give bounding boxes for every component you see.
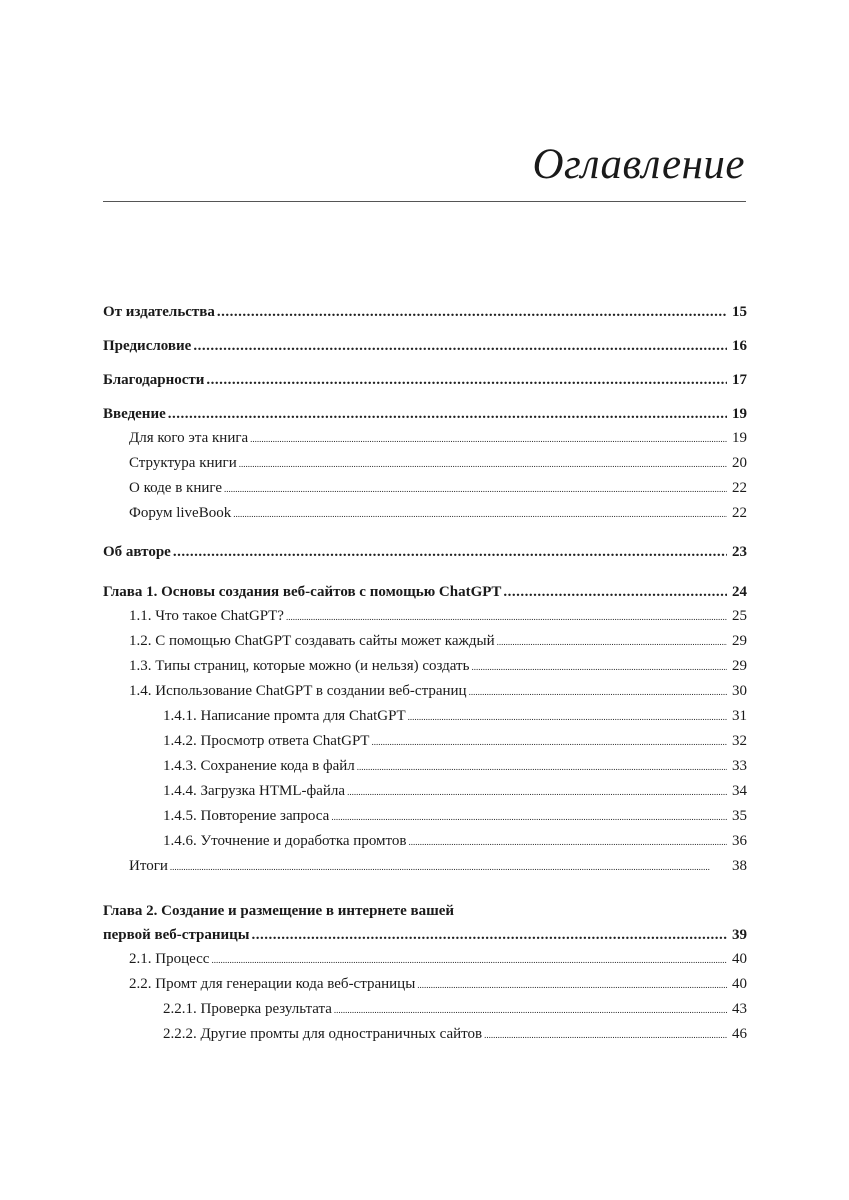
- leader-dots: [250, 427, 727, 451]
- toc-entry-label: Благодарности: [103, 372, 205, 388]
- toc-entry-1-summary[interactable]: [103, 854, 747, 879]
- toc-entry-label: 1.4. Использование ChatGPT в создании веб-страниц: [129, 683, 467, 699]
- toc-entry-intro-audience[interactable]: [103, 426, 747, 451]
- toc-entry-2-2-2[interactable]: [103, 1022, 747, 1047]
- toc-entry-1-1[interactable]: [103, 604, 747, 629]
- toc-entry-1-4-4[interactable]: [103, 779, 747, 804]
- leader-dots: [206, 368, 727, 392]
- toc-entry-label: 1.2. С помощью ChatGPT создавать сайты может каждый: [129, 633, 495, 649]
- toc-entry-page: 46: [732, 1026, 747, 1042]
- toc-entry-label: 1.4.5. Повторение запроса: [163, 808, 330, 824]
- leader-dots: [211, 948, 727, 972]
- toc-entry-page: 29: [732, 633, 747, 649]
- toc-entry-page: 22: [732, 505, 747, 521]
- toc-entry-2-1[interactable]: [103, 947, 747, 972]
- toc-entry-1-4-3[interactable]: [103, 754, 747, 779]
- toc-entry-page: 40: [732, 976, 747, 992]
- toc-entry-2-2-1[interactable]: [103, 997, 747, 1022]
- toc-entry-page: 19: [732, 406, 747, 422]
- toc-entry-chapter-2-line1[interactable]: Глава 2. Создание и размещение в интернете вашей: [103, 903, 455, 919]
- toc-entry-1-2[interactable]: [103, 629, 747, 654]
- toc-entry-label: 2.2. Промт для генерации кода веб-страницы: [129, 976, 416, 992]
- toc-entry-page: 20: [732, 455, 747, 471]
- leader-dots: [239, 452, 727, 476]
- toc-entry-label: Форум liveBook: [129, 505, 232, 521]
- leader-dots: [408, 705, 727, 729]
- toc-entry-page: 16: [732, 338, 747, 354]
- title-divider: [103, 201, 746, 202]
- leader-dots: [417, 973, 727, 997]
- toc-entry-label: Введение: [103, 406, 166, 422]
- toc-entry-label: 1.4.3. Сохранение кода в файл: [163, 758, 355, 774]
- toc-entry-intro-code[interactable]: [103, 476, 747, 501]
- toc-entry-label: Для кого эта книга: [129, 430, 249, 446]
- toc-entry-label: 2.2.1. Проверка результата: [163, 1001, 332, 1017]
- leader-dots: [497, 630, 727, 654]
- toc-entry-2-2[interactable]: [103, 972, 747, 997]
- leader-dots: [224, 477, 727, 501]
- toc-entry-label: 2.2.2. Другие промты для одностраничных сайтов: [163, 1026, 483, 1042]
- toc-entry-1-4-6[interactable]: [103, 829, 747, 854]
- toc-entry-page: 43: [732, 1001, 747, 1017]
- leader-dots: [168, 402, 727, 426]
- toc-entry-page: 34: [732, 783, 747, 799]
- leader-dots: [173, 540, 727, 564]
- toc-entry-page: 19: [732, 430, 747, 446]
- toc-entry-label: 1.1. Что такое ChatGPT?: [129, 608, 284, 624]
- leader-dots: [286, 605, 727, 629]
- toc-entry-page: 30: [732, 683, 747, 699]
- toc-entry-intro-forum[interactable]: [103, 501, 747, 526]
- toc-entry-page: 22: [732, 480, 747, 496]
- toc-entry-label: 1.4.4. Загрузка HTML-файла: [163, 783, 346, 799]
- toc-entry-label: Итоги: [129, 858, 168, 874]
- toc-entry-page: 17: [732, 372, 747, 388]
- toc-entry-page: 29: [732, 658, 747, 674]
- leader-dots: [357, 755, 727, 779]
- toc-entry-thanks[interactable]: [103, 368, 747, 392]
- toc-entry-label: Структура книги: [129, 455, 237, 471]
- leader-dots: [503, 580, 727, 604]
- toc-entry-1-4-2[interactable]: [103, 729, 747, 754]
- toc-entry-page: 15: [732, 304, 747, 320]
- toc-entry-page: 40: [732, 951, 747, 967]
- toc-entry-page: 25: [732, 608, 747, 624]
- toc-entry-page: 39: [732, 927, 747, 943]
- toc-entry-label: Глава 1. Основы создания веб-сайтов с помощью ChatGPT: [103, 584, 502, 600]
- toc-entry-page: 38: [732, 858, 747, 874]
- toc-entry-author[interactable]: [103, 540, 747, 564]
- toc-entry-label: 1.4.6. Уточнение и доработка промтов: [163, 833, 407, 849]
- toc-entry-label: Предисловие: [103, 338, 192, 354]
- toc-entry-page: 24: [732, 584, 747, 600]
- toc-entry-page: 32: [732, 733, 747, 749]
- leader-dots: [217, 300, 727, 324]
- toc-entry-chapter-2[interactable]: [103, 923, 747, 947]
- toc-entry-label: О коде в книге: [129, 480, 223, 496]
- toc-entry-1-4-1[interactable]: [103, 704, 747, 729]
- leader-dots: [484, 1023, 727, 1047]
- toc-entry-label: 1.4.2. Просмотр ответа ChatGPT: [163, 733, 370, 749]
- toc-entry-intro-structure[interactable]: [103, 451, 747, 476]
- page-title: Оглавление: [532, 141, 745, 188]
- leader-dots: [331, 805, 727, 829]
- leader-dots: [408, 830, 727, 854]
- table-of-contents: [103, 300, 747, 1047]
- toc-entry-preface[interactable]: [103, 334, 747, 358]
- toc-entry-page: 33: [732, 758, 747, 774]
- toc-entry-label: От издательства: [103, 304, 215, 320]
- toc-entry-page: 23: [732, 544, 747, 560]
- leader-dots: [251, 923, 727, 947]
- toc-entry-intro[interactable]: [103, 402, 747, 426]
- leader-dots: [334, 998, 727, 1022]
- leader-dots: [371, 730, 727, 754]
- leader-dots: [193, 334, 727, 358]
- leader-dots: [170, 855, 727, 879]
- toc-entry-label: 1.4.1. Написание промта для ChatGPT: [163, 708, 406, 724]
- toc-entry-page: 36: [732, 833, 747, 849]
- toc-entry-page: 35: [732, 808, 747, 824]
- leader-dots: [347, 780, 727, 804]
- toc-entry-1-3[interactable]: [103, 654, 747, 679]
- toc-entry-chapter-1[interactable]: [103, 580, 747, 604]
- toc-entry-label: 2.1. Процесс: [129, 951, 210, 967]
- leader-dots: [233, 502, 727, 526]
- leader-dots: [471, 655, 727, 679]
- toc-entry-1-4[interactable]: [103, 679, 747, 704]
- toc-entry-page: 31: [732, 708, 747, 724]
- toc-entry-1-4-5[interactable]: [103, 804, 747, 829]
- leader-dots: [469, 680, 727, 704]
- toc-entry-label: 1.3. Типы страниц, которые можно (и нельзя) создать: [129, 658, 470, 674]
- toc-entry-label: Об авторе: [103, 544, 171, 560]
- toc-entry-label: первой веб-страницы: [103, 927, 250, 943]
- toc-entry-publisher[interactable]: [103, 300, 747, 324]
